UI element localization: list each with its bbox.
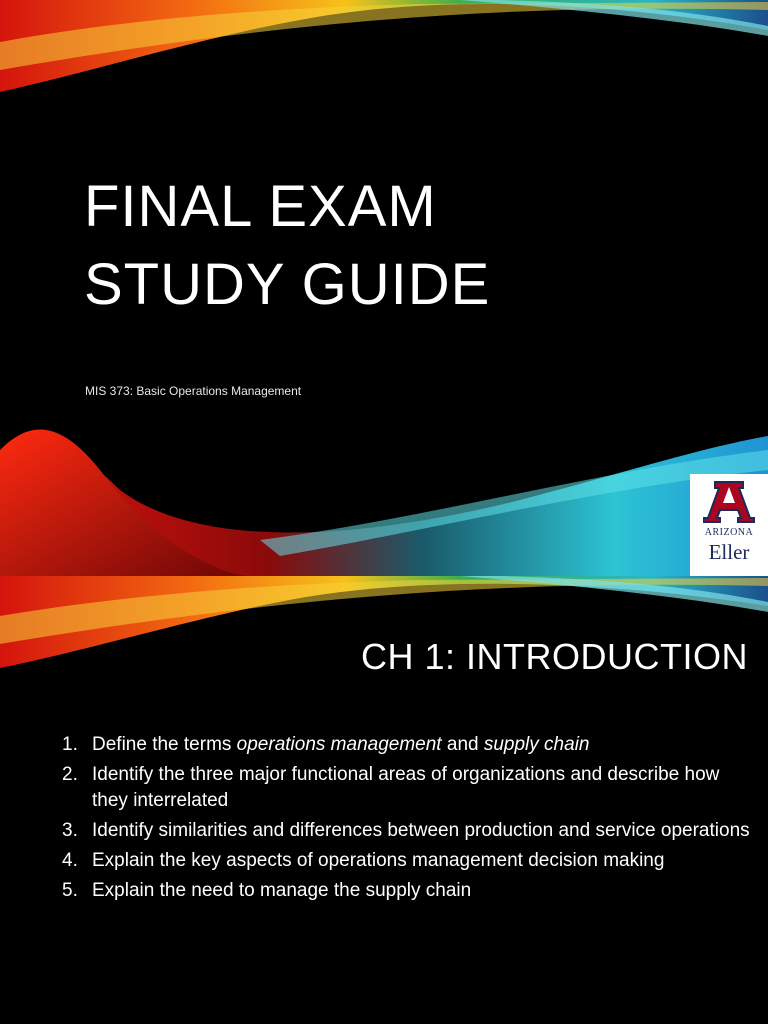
list-item — [62, 762, 752, 814]
list-item — [62, 878, 752, 904]
item-term-supply-chain: supply chain — [483, 734, 590, 755]
title-line-1: FINAL EXAM — [84, 174, 437, 239]
item-text-conjunction: and — [441, 734, 484, 755]
logo-text-eller: Eller — [708, 540, 750, 564]
list-item — [62, 848, 752, 874]
item-term-operations-management: operations management — [236, 734, 442, 755]
item-number: 2. — [62, 764, 78, 785]
logo-text-arizona: ARIZONA — [704, 527, 754, 538]
item-number: 3. — [62, 820, 78, 841]
arizona-eller-logo — [690, 474, 768, 576]
chapter-slide — [0, 576, 768, 1024]
item-text-prefix: Define the terms — [92, 734, 237, 755]
course-subtitle: MIS 373: Basic Operations Management — [85, 384, 302, 398]
title-line-2: STUDY GUIDE — [84, 252, 491, 317]
item-text: Explain the need to manage the supply chain — [92, 880, 472, 901]
item-number: 1. — [62, 734, 78, 755]
learning-objectives-list — [62, 732, 752, 908]
chapter-title: CH 1: INTRODUCTION — [361, 636, 748, 677]
block-a-icon — [690, 474, 768, 524]
item-number: 5. — [62, 880, 78, 901]
item-text: Explain the key aspects of operations management decision making — [92, 850, 665, 871]
item-number: 4. — [62, 850, 78, 871]
list-item — [62, 818, 752, 844]
list-item — [62, 732, 752, 758]
item-text: Identify the three major functional areas of organizations and describe how they interrelated — [92, 764, 720, 811]
slide-title — [84, 168, 490, 324]
item-text: Identify similarities and differences between production and service operations — [92, 820, 750, 841]
